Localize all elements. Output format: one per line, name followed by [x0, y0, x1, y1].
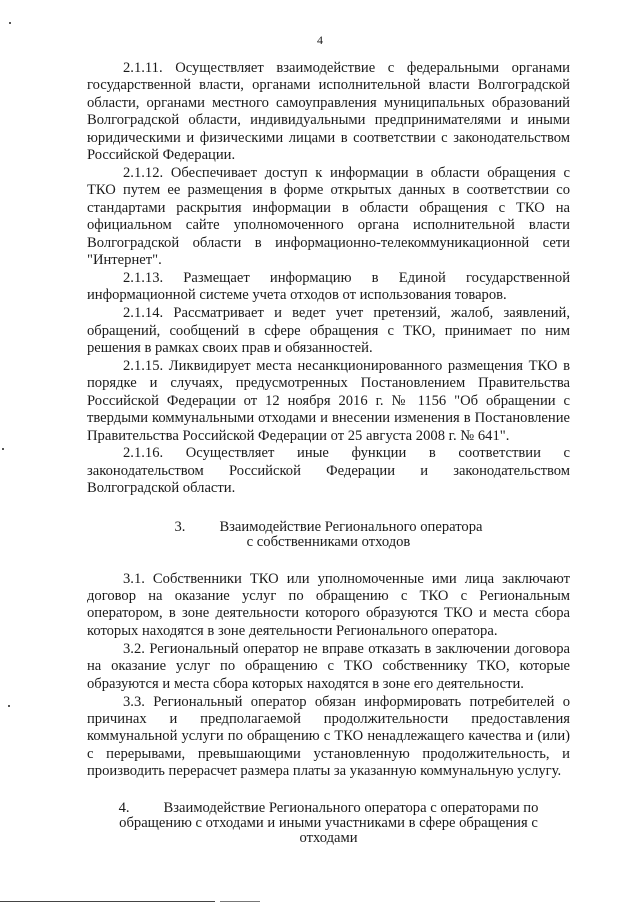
section-4-title-line-1: Взаимодействие Регионального оператора с операторами по — [163, 799, 539, 816]
scan-mark — [9, 22, 11, 24]
paragraph-3-2: 3.2. Региональный оператор не вправе отказать в заключении договора на оказание услуг по обращению с ТКО собственнику ТКО, которые образуются и места сбора которых находятся в зоне его деятельности. — [87, 640, 570, 692]
section-4-heading-line-1 — [87, 801, 570, 816]
page-number: 4 — [317, 33, 323, 47]
bottom-scan-edge — [0, 901, 215, 902]
section-4-title-line-2: обращению с отходами и иными участниками в сфере обращения с — [119, 814, 538, 831]
bottom-scan-edge — [220, 901, 260, 902]
paragraph-2-1-16: 2.1.16. Осуществляет иные функции в соответствии с законодательством Российской Федерации и законодательством Волгоградской области. — [87, 445, 570, 497]
section-3-heading-line-1 — [87, 520, 570, 535]
section-3-title-line-1: Взаимодействие Регионального оператора — [219, 518, 483, 535]
section-4-heading — [87, 801, 570, 846]
section-4-number: 4. — [118, 799, 130, 816]
paragraph-3-1: 3.1. Собственники ТКО или уполномоченные ими лица заключают договор на оказание услуг по обращению с ТКО с Региональным оператором, в зоне деятельности которого образуются ТКО и места сбора которых находятся в зоне деятельности Регионального оператора. — [87, 570, 570, 639]
section-3-title-line-2: с собственниками отходов — [246, 533, 411, 550]
paragraph-2-1-13: 2.1.13. Размещает информацию в Единой государственной информационной системе учета отходов от использования товаров. — [87, 269, 570, 304]
paragraph-3-3: 3.3. Региональный оператор обязан информировать потребителей о причинах и предполагаемой продолжительности предоставления коммунальной услуги по обращению с ТКО ненадлежащего качества и (или) с перерывами, превышающими установленную продолжительность, и производить перерасчет размера платы за указанную коммунальную услугу. — [87, 693, 570, 780]
scan-mark — [2, 448, 4, 450]
section-3-heading — [87, 520, 570, 550]
paragraph-2-1-14: 2.1.14. Рассматривает и ведет учет претензий, жалоб, заявлений, обращений, сообщений в сфере обращения с ТКО, принимает по ним решения в рамках своих прав и обязанностей. — [87, 305, 570, 356]
paragraph-2-1-11: 2.1.11. Осуществляет взаимодействие с федеральными органами государственной власти, органами исполнительной власти Волгоградской области, органами местного самоуправления муниципальных образований Волгоградской области, индивидуальными предпринимателями и иными юридическими и физическими лицами в соответствии с законодательством Российской Федерации. — [87, 60, 570, 164]
section-4-title-line-3: отходами — [299, 829, 358, 846]
paragraph-2-1-12: 2.1.12. Обеспечивает доступ к информации в области обращения с ТКО путем ее размещения в форме открытых данных в соответствии со стандартами раскрытия информации в области обращения с ТКО на официальном сайте уполномоченного органа исполнительной власти Волгоградской области в информационно-телекоммуникационной сети "Интернет". — [87, 164, 570, 268]
document-body — [87, 60, 570, 867]
paragraph-2-1-15: 2.1.15. Ликвидирует места несанкционированного размещения ТКО в порядке и случаях, предусмотренных Постановлением Правительства Российской Федерации от 12 ноября 2016 г. № 1156 "Об обращении с твердыми коммунальными отходами и внесении изменения в Постановление Правительства Российской Федерации от 25 августа 2008 г. № 641". — [87, 357, 570, 444]
scan-mark — [8, 705, 10, 707]
section-3-number: 3. — [174, 518, 186, 535]
